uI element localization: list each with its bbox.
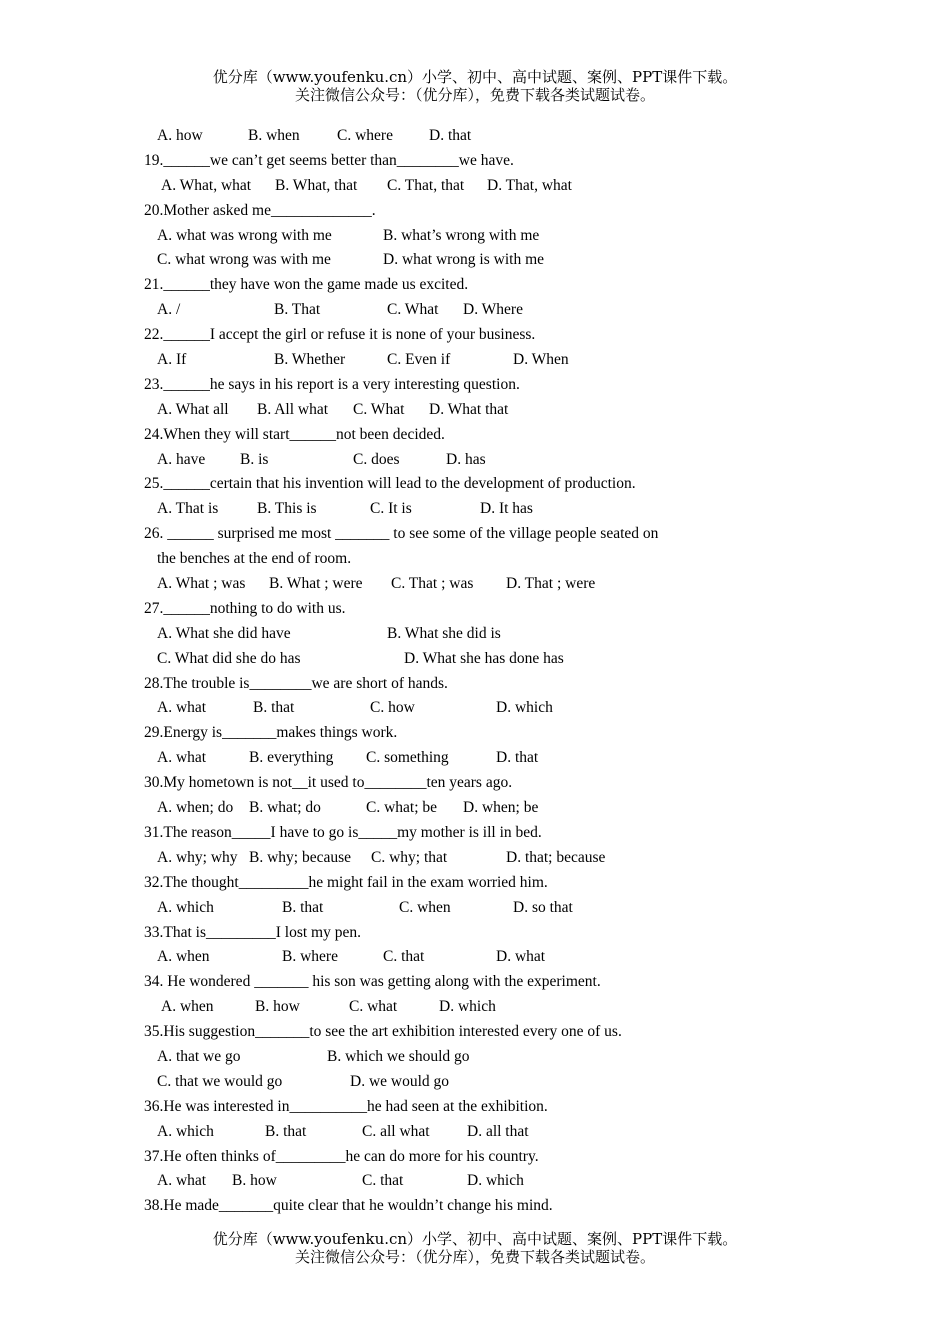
page-footer bbox=[0, 1230, 950, 1266]
answer-option: C. what wrong was with me bbox=[157, 251, 331, 269]
answer-option: B. What ; were bbox=[269, 575, 363, 593]
question-line: 20.Mother asked me_____________. bbox=[144, 201, 376, 219]
answer-option: D. when; be bbox=[463, 799, 539, 817]
question-line: 29.Energy is_______makes things work. bbox=[144, 724, 398, 742]
answer-option: B. Whether bbox=[274, 351, 346, 369]
question-line: 36.He was interested in__________he had seen at the exhibition. bbox=[144, 1097, 548, 1115]
answer-option: D. what wrong is with me bbox=[383, 251, 545, 269]
option-row bbox=[144, 248, 764, 273]
answer-option: A. what bbox=[157, 1172, 207, 1190]
answer-option: A. what bbox=[157, 699, 207, 717]
footer-line-2: 关注微信公众号：（优分库），免费下载各类试题试卷。 bbox=[294, 1248, 655, 1266]
answer-option: B. what’s wrong with me bbox=[383, 226, 540, 244]
answer-option: B. What, that bbox=[275, 176, 358, 194]
option-row bbox=[144, 1120, 764, 1145]
answer-option: A. when bbox=[157, 948, 210, 966]
answer-option: C. That ; was bbox=[391, 575, 474, 593]
option-row bbox=[144, 398, 764, 423]
answer-option: D. so that bbox=[513, 898, 573, 916]
answer-option: C. does bbox=[353, 450, 400, 468]
answer-option: A. when; do bbox=[157, 799, 234, 817]
option-row bbox=[144, 945, 764, 970]
answer-option: A. that we go bbox=[157, 1047, 241, 1065]
answer-option: D. what bbox=[496, 948, 546, 966]
question-line: 26. ______ surprised me most _______ to see some of the village people seated on bbox=[144, 525, 659, 543]
answer-option: B. that bbox=[253, 699, 295, 717]
option-row bbox=[144, 1070, 764, 1095]
answer-option: C. What bbox=[387, 301, 439, 319]
option-row bbox=[144, 746, 764, 771]
answer-option: B. That bbox=[274, 301, 321, 319]
option-row bbox=[144, 572, 764, 597]
option-row bbox=[144, 796, 764, 821]
option-row bbox=[144, 622, 764, 647]
answer-option: D. which bbox=[467, 1172, 524, 1190]
question-line: 21.______they have won the game made us excited. bbox=[144, 276, 469, 294]
answer-option: A. What ; was bbox=[157, 575, 246, 593]
answer-option: A. What, what bbox=[161, 176, 252, 194]
answer-option: A. / bbox=[157, 301, 181, 319]
answer-option: B. what; do bbox=[249, 799, 321, 817]
option-row bbox=[144, 1169, 764, 1194]
option-row bbox=[144, 1045, 764, 1070]
answer-option: D. What she has done has bbox=[404, 649, 564, 667]
answer-option: D. has bbox=[446, 450, 486, 468]
answer-option: C. what; be bbox=[366, 799, 438, 817]
answer-option: C. that bbox=[362, 1172, 404, 1190]
answer-option: A. what was wrong with me bbox=[157, 226, 332, 244]
answer-option: B. What she did is bbox=[387, 624, 501, 642]
option-row bbox=[144, 298, 764, 323]
question-line: the benches at the end of room. bbox=[157, 550, 352, 568]
answer-option: D. which bbox=[439, 998, 496, 1016]
answer-option: D. What that bbox=[429, 400, 509, 418]
question-line: 27.______nothing to do with us. bbox=[144, 599, 346, 617]
answer-option: A. what bbox=[157, 749, 207, 767]
option-row bbox=[144, 846, 764, 871]
answer-option: B. All what bbox=[257, 400, 329, 418]
question-line: 28.The trouble is________we are short of hands. bbox=[144, 674, 448, 692]
answer-option: A. If bbox=[157, 351, 187, 369]
page-header bbox=[0, 68, 950, 104]
answer-option: B. This is bbox=[257, 500, 317, 518]
answer-option: A. which bbox=[157, 898, 214, 916]
answer-option: C. what bbox=[349, 998, 398, 1016]
question-line: 22.______I accept the girl or refuse it is none of your business. bbox=[144, 326, 536, 344]
footer-line-1: 优分库（www.youfenku.cn）小学、初中、高中试题、案例、PPT课件下载。 bbox=[212, 1230, 738, 1248]
answer-option: B. when bbox=[248, 127, 300, 144]
option-row bbox=[144, 348, 764, 373]
answer-option: A. which bbox=[157, 1122, 214, 1140]
option-row bbox=[144, 696, 764, 721]
answer-option: C. that bbox=[383, 948, 425, 966]
answer-option: A. how bbox=[157, 127, 203, 144]
answer-option: D. It has bbox=[480, 500, 533, 518]
option-row bbox=[144, 124, 764, 149]
question-line: 35.His suggestion_______to see the art exhibition interested every one of us. bbox=[144, 1023, 622, 1041]
question-line: 33.That is_________I lost my pen. bbox=[144, 923, 361, 941]
answer-option: C. Even if bbox=[387, 351, 451, 369]
answer-option: D. we would go bbox=[350, 1072, 450, 1090]
question-line: 38.He made_______quite clear that he wouldn’t change his mind. bbox=[144, 1197, 553, 1215]
answer-option: C. something bbox=[366, 749, 449, 767]
answer-option: D. which bbox=[496, 699, 553, 717]
answer-option: B. where bbox=[282, 948, 338, 966]
option-row bbox=[144, 896, 764, 921]
question-list bbox=[144, 124, 764, 1219]
answer-option: D. that bbox=[429, 127, 472, 144]
question-line: 32.The thought_________he might fail in the exam worried him. bbox=[144, 873, 548, 891]
option-row bbox=[144, 497, 764, 522]
answer-option: D. Where bbox=[463, 301, 523, 319]
answer-option: D. That, what bbox=[487, 176, 572, 194]
answer-option: D. That ; were bbox=[506, 575, 596, 593]
answer-option: C. how bbox=[370, 699, 415, 717]
header-line-2: 关注微信公众号：（优分库），免费下载各类试题试卷。 bbox=[294, 86, 655, 104]
option-row bbox=[144, 995, 764, 1020]
question-line: 37.He often thinks of_________he can do more for his country. bbox=[144, 1147, 539, 1165]
answer-option: B. how bbox=[232, 1172, 277, 1190]
option-row bbox=[144, 448, 764, 473]
answer-option: A. why; why bbox=[157, 848, 238, 866]
answer-option: A. What all bbox=[157, 400, 229, 418]
question-line: 19.______we can’t get seems better than________we have. bbox=[144, 151, 514, 169]
answer-option: B. that bbox=[282, 898, 324, 916]
answer-option: D. When bbox=[513, 351, 569, 369]
option-row bbox=[144, 647, 764, 672]
answer-option: B. why; because bbox=[249, 848, 352, 866]
answer-option: A. have bbox=[157, 450, 206, 468]
answer-option: D. that; because bbox=[506, 848, 606, 866]
answer-option: C. when bbox=[399, 898, 451, 916]
answer-option: A. That is bbox=[157, 500, 219, 518]
answer-option: B. everything bbox=[249, 749, 334, 767]
question-line: 23.______he says in his report is a very interesting question. bbox=[144, 375, 520, 393]
answer-option: B. is bbox=[240, 450, 269, 468]
question-line: 24.When they will start______not been decided. bbox=[144, 425, 445, 443]
answer-option: B. which we should go bbox=[327, 1047, 470, 1065]
answer-option: B. that bbox=[265, 1122, 307, 1140]
answer-option: B. how bbox=[255, 998, 300, 1016]
question-line: 25.______certain that his invention will lead to the development of production. bbox=[144, 475, 636, 493]
option-row bbox=[144, 174, 764, 199]
answer-option: D. all that bbox=[467, 1122, 529, 1140]
answer-option: C. where bbox=[337, 127, 393, 144]
answer-option: C. It is bbox=[370, 500, 412, 518]
answer-option: C. that we would go bbox=[157, 1072, 283, 1090]
question-line: 30.My hometown is not__it used to________ten years ago. bbox=[144, 774, 513, 792]
answer-option: C. why; that bbox=[371, 848, 448, 866]
option-row bbox=[144, 224, 764, 249]
answer-option: A. What she did have bbox=[157, 624, 291, 642]
question-line: 31.The reason_____I have to go is_____my mother is ill in bed. bbox=[144, 823, 542, 841]
answer-option: C. What did she do has bbox=[157, 649, 301, 667]
header-line-1: 优分库（www.youfenku.cn）小学、初中、高中试题、案例、PPT课件下载。 bbox=[212, 68, 738, 86]
question-line: 34. He wondered _______ his son was getting along with the experiment. bbox=[144, 973, 601, 991]
answer-option: A. when bbox=[161, 998, 214, 1016]
answer-option: D. that bbox=[496, 749, 539, 767]
answer-option: C. all what bbox=[362, 1122, 430, 1140]
answer-option: C. What bbox=[353, 400, 405, 418]
answer-option: C. That, that bbox=[387, 176, 465, 194]
